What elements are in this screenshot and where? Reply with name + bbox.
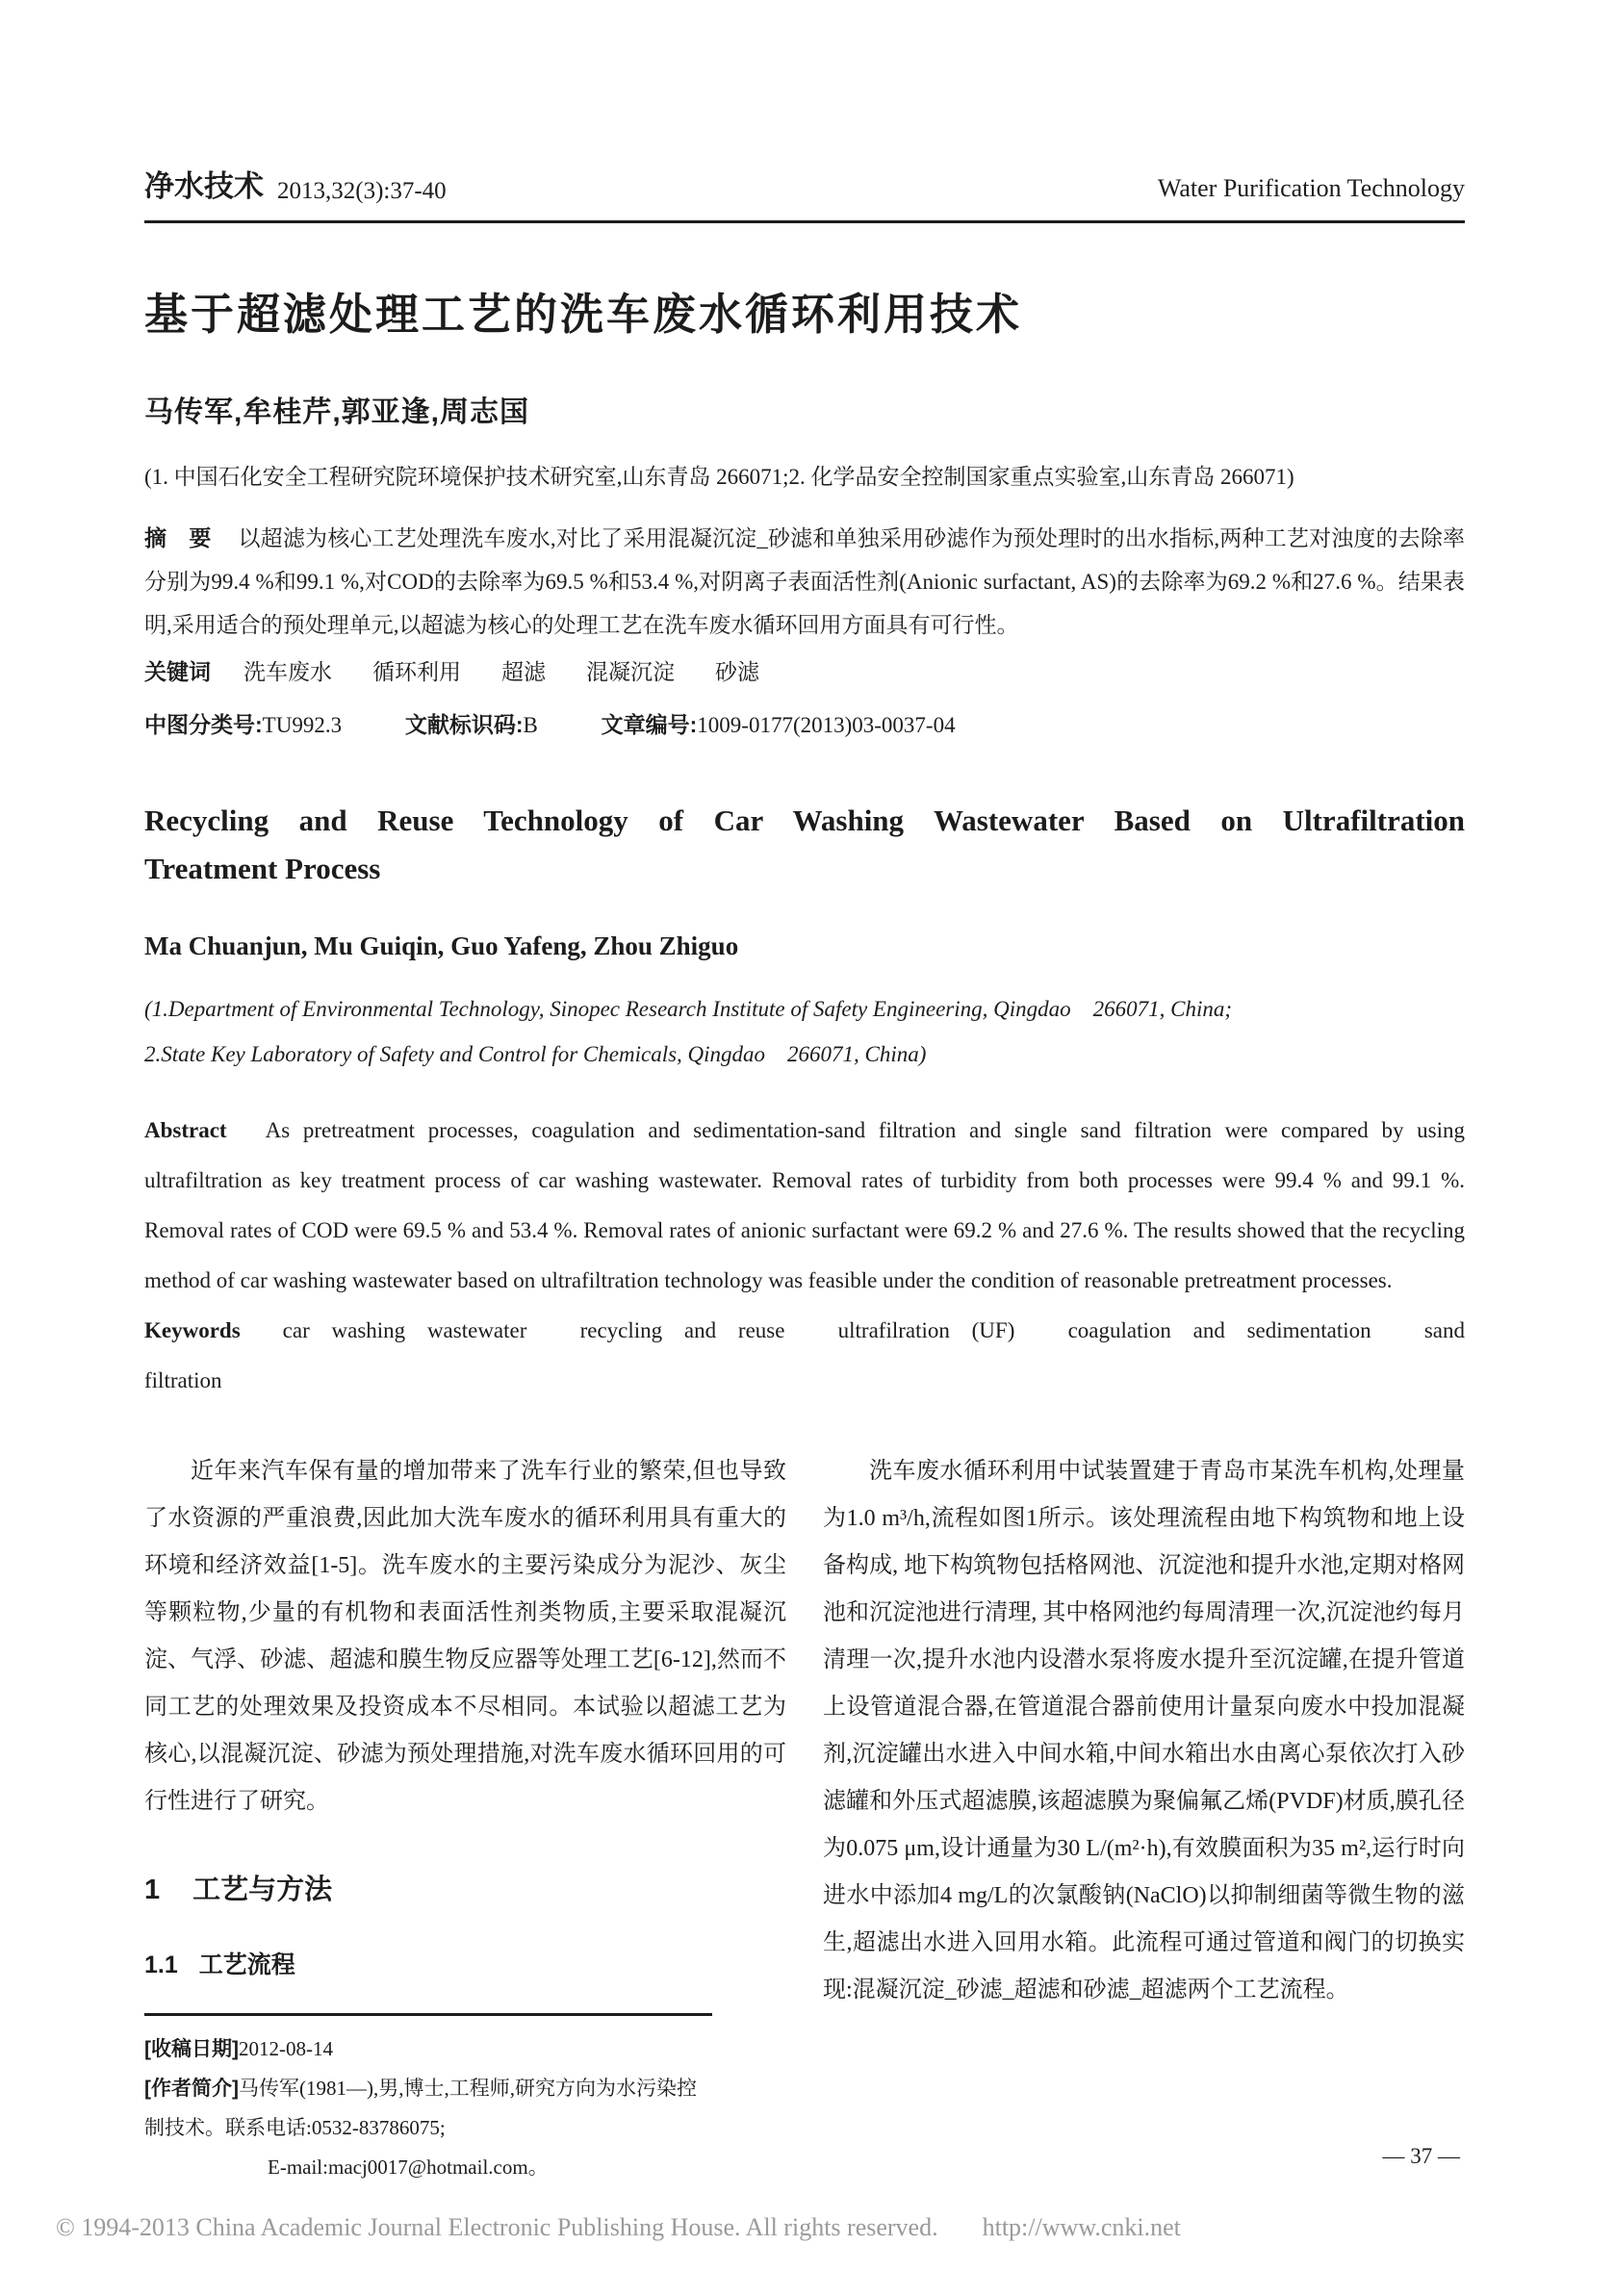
affiliation-cn: (1. 中国石化安全工程研究院环境保护技术研究室,山东青岛 266071;2. 化学品安全控制国家重点实验室,山东青岛 266071) [144,465,1294,489]
author-bio-text: 马传军(1981—),男,博士,工程师,研究方向为水污染控制技术。联系电话:0532-83786075; [144,2077,697,2139]
intro-paragraph: 近年来汽车保有量的增加带来了洗车行业的繁荣,但也导致了水资源的严重浪费,因此加大洗车废水的循环利用具有重大的环境和经济效益[1-5]。洗车废水的主要污染成分为泥沙、灰尘等颗粒物,少量的有机物和表面活性剂类物质,主要采取混凝沉淀、气浮、砂滤、超滤和膜生物反应器等处理工艺[6-12],然而不同工艺的处理效果及投资成本不尽相同。本试验以超滤工艺为核心,以混凝沉淀、砂滤为预处理措施,对洗车废水循环回用的可行性进行了研究。 [144,1459,786,1814]
page-content [144,171,1465,2187]
keyword-en: recycling and reuse [579,1318,785,1342]
abstract-en-label: Abstract [144,1118,227,1142]
keyword-en: car washing wastewater [282,1318,527,1342]
keywords-cn [144,651,1465,694]
right-column [823,1448,1465,2187]
journal-name-cn: 净水技术 [144,169,264,203]
keywords-cn-label: 关键词 [144,659,211,684]
body-columns [144,1448,1465,2187]
article-title-cn: 基于超滤处理工艺的洗车废水循环利用技术 [144,290,1023,339]
doc-code-label: 文献标识码: [404,712,524,737]
keyword-cn: 循环利用 [372,660,461,684]
keywords-en [144,1306,1465,1406]
footnote-block [144,2013,712,2187]
section-1-number: 1 [144,1875,161,1905]
affiliation-en-line2: 2.State Key Laboratory of Safety and Control for Chemicals, Qingdao 266071, China) [144,1042,927,1066]
keyword-cn: 混凝沉淀 [586,660,675,684]
process-paragraph: 洗车废水循环利用中试装置建于青岛市某洗车机构,处理量为1.0 m³/h,流程如图1所示。该处理流程由地下构筑物和地上设备构成, 地下构筑物包括格网池、沉淀池和提升水池,定期对格网池和沉淀池进行清理, 其中格网池约每周清理一次,沉淀池约每月清理一次,提升水池内设潜水泵将废水提升至沉淀罐,在提升管道上设管道混合器,在管道混合器前使用计量泵向废水中投加混凝剂,沉淀罐出水进入中间水箱,中间水箱出水由离心泵依次打入砂滤罐和外压式超滤膜,该超滤膜为聚偏氟乙烯(PVDF)材质,膜孔径为0.075 μm,设计通量为30 L/(m²·h),有效膜面积为35 m²,运行时向进水中添加4 mg/L的次氯酸钠(NaClO)以抑制细菌等微生物的滋生,超滤出水进入回用水箱。此流程可通过管道和阀门的切换实现:混凝沉淀_砂滤_超滤和砂滤_超滤两个工艺流程。 [823,1459,1465,2003]
article-id-label: 文章编号: [601,712,698,737]
affiliation-en-line1: (1.Department of Environmental Technology, Sinopec Research Institute of Safety Engineering, Qingdao 266071, China; [144,997,1233,1021]
doc-code-value: B [523,713,538,737]
author-email-line: E-mail:macj0017@hotmail.com。 [268,2156,549,2179]
classification-line [144,703,1465,747]
keywords-en-label: Keywords [144,1318,241,1342]
abstract-en-text: As pretreatment processes, coagulation and sedimentation-sand filtration and single sand filtration were compared by using ultrafiltration as key treatment process of car washing wastewater. Removal rates of turbidity from both processes were 99.4 % and 99.1 %. Removal rates of COD were 69.5 % and 53.4 %. Removal rates of anionic surfactant were 69.2 % and 27.6 %. The results showed that the recycling method of car washing wastewater based on ultrafiltration technology was feasible under the condition of reasonable pretreatment processes. [144,1118,1465,1292]
article-title-en-line1: Recycling and Reuse Technology of Car Washing Wastewater Based on Ultrafiltration [144,804,1465,837]
article-id-segment [602,713,956,737]
authors-en: Ma Chuanjun, Mu Guiqin, Guo Yafeng, Zhou Zhiguo [144,931,739,960]
abstract-en [144,1106,1465,1306]
keyword-en: ultrafilration (UF) [837,1318,1015,1342]
cnki-url: http://www.cnki.net [982,2213,1181,2241]
journal-header [144,171,1465,223]
section-1-1-heading [144,1946,786,1980]
received-date-line [144,2029,712,2069]
received-date-value: 2012-08-14 [239,2037,333,2060]
received-date-label: [收稿日期] [144,2038,239,2060]
journal-issue-info: 2013,32(3):37-40 [277,178,447,204]
keyword-cn: 洗车废水 [243,660,332,684]
author-bio-line [144,2069,712,2148]
journal-header-left [144,169,447,204]
clc-label: 中图分类号: [144,712,263,737]
journal-name-en: Water Purification Technology [1157,174,1465,202]
affiliation-en [144,986,1465,1077]
copyright-text: © 1994-2013 China Academic Journal Electronic Publishing House. All rights reserved. [56,2213,938,2241]
clc-segment [144,713,342,737]
authors-cn: 马传军,牟桂芹,郭亚逢,周志国 [144,396,530,428]
keyword-en: coagulation and sedimentation [1067,1318,1371,1342]
doc-code-segment [405,713,538,737]
abstract-cn [144,517,1465,647]
article-title-en [144,797,1465,893]
keyword-cn: 砂滤 [715,660,759,684]
article-id-value: 1009-0177(2013)03-0037-04 [697,713,956,737]
abstract-cn-text: 以超滤为核心工艺处理洗车废水,对比了采用混凝沉淀_砂滤和单独采用砂滤作为预处理时的出水指标,两种工艺对浊度的去除率分别为99.4 %和99.1 %,对COD的去除率为69.5 %和53.4 %,对阴离子表面活性剂(Anionic surfactant, AS)的去除率为69.2 %和27.6 %。结果表明,采用适合的预处理单元,以超滤为核心的处理工艺在洗车废水循环回用方面具有可行性。 [144,526,1466,637]
section-1-heading [144,1868,786,1907]
author-bio-label: [作者简介] [144,2078,239,2100]
keyword-en: sand filtration [144,1318,1465,1392]
section-1-1-title: 工艺流程 [198,1952,295,1978]
left-column [144,1448,786,2187]
clc-value: TU992.3 [262,713,343,737]
keyword-cn: 超滤 [501,660,546,684]
article-title-en-line2: Treatment Process [144,852,381,885]
section-1-title: 工艺与方法 [192,1875,333,1905]
section-1-1-number: 1.1 [144,1952,178,1978]
copyright-footer [56,2213,1451,2242]
abstract-cn-label: 摘 要 [144,525,212,550]
page-number: — 37 — [1382,2144,1460,2168]
